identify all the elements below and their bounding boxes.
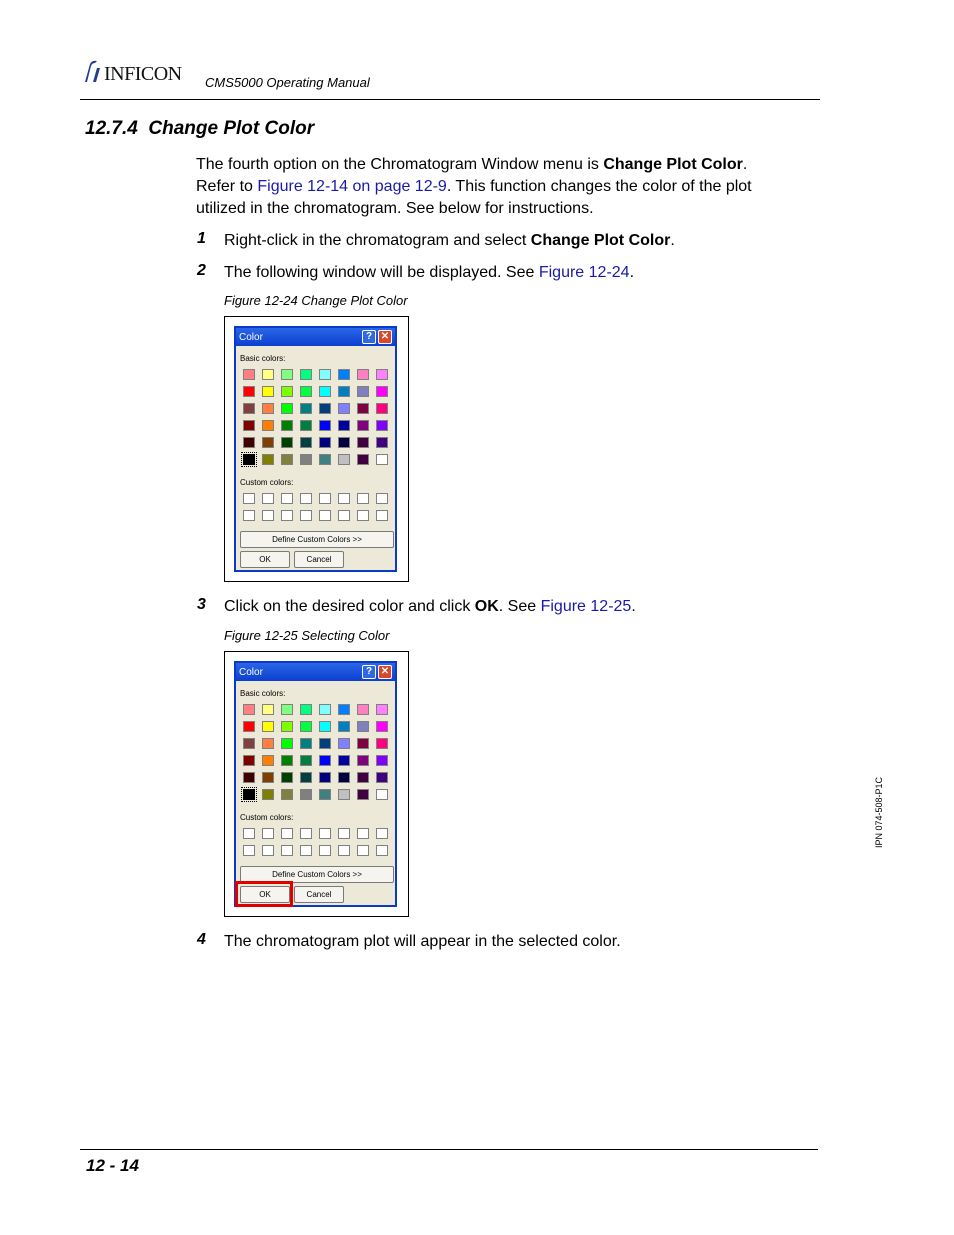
basic-color-swatch[interactable] — [357, 721, 369, 732]
manual-title: CMS5000 Operating Manual — [205, 75, 370, 90]
custom-swatch[interactable] — [319, 493, 331, 504]
basic-color-swatch[interactable] — [300, 772, 312, 783]
figure-caption: Figure 12-25 Selecting Color — [224, 628, 390, 643]
step-text-part: . — [631, 598, 636, 615]
basic-color-swatch[interactable] — [357, 738, 369, 749]
custom-swatch[interactable] — [357, 493, 369, 504]
basic-color-swatch[interactable] — [357, 437, 369, 448]
basic-color-swatch[interactable] — [319, 721, 331, 732]
basic-color-swatch[interactable] — [281, 738, 293, 749]
basic-color-swatch[interactable] — [243, 704, 255, 715]
step-number: 2 — [197, 262, 206, 279]
basic-color-swatch[interactable] — [338, 772, 350, 783]
define-custom-colors-button[interactable]: Define Custom Colors >> — [240, 531, 394, 548]
close-icon[interactable]: ✕ — [378, 665, 392, 679]
basic-color-swatch[interactable] — [319, 403, 331, 414]
basic-color-swatch[interactable] — [319, 454, 331, 465]
basic-color-swatch[interactable] — [376, 454, 388, 465]
basic-color-swatch[interactable] — [281, 789, 293, 800]
basic-color-swatch[interactable] — [319, 420, 331, 431]
basic-color-swatch[interactable] — [281, 420, 293, 431]
basic-color-swatch[interactable] — [338, 386, 350, 397]
step-text-part: . See — [498, 598, 541, 615]
basic-color-swatch[interactable] — [281, 437, 293, 448]
basic-color-swatch[interactable] — [300, 454, 312, 465]
basic-color-swatch[interactable] — [319, 369, 331, 380]
help-icon[interactable]: ? — [362, 330, 376, 344]
custom-swatch[interactable] — [300, 493, 312, 504]
custom-swatch[interactable] — [262, 493, 274, 504]
basic-color-swatch[interactable] — [300, 420, 312, 431]
intro-text: The fourth option on the Chromatogram Window menu is — [196, 156, 604, 173]
dialog-title: Color — [239, 331, 263, 343]
step-text-part: Right-click in the chromatogram and select — [224, 232, 531, 249]
basic-color-swatch[interactable] — [281, 454, 293, 465]
basic-color-swatch[interactable] — [243, 403, 255, 414]
custom-swatch[interactable] — [319, 845, 331, 856]
basic-color-swatch[interactable] — [300, 738, 312, 749]
custom-swatch[interactable] — [357, 828, 369, 839]
custom-colors-grid — [243, 493, 388, 521]
basic-color-swatch[interactable] — [243, 369, 255, 380]
basic-color-swatch[interactable] — [319, 755, 331, 766]
intro-text: utilized in the chromatogram. See below for instructions. — [196, 200, 594, 217]
step-text: The chromatogram plot will appear in the selected color. — [224, 933, 621, 950]
basic-color-swatch[interactable] — [300, 437, 312, 448]
cancel-button[interactable]: Cancel — [294, 551, 344, 568]
figure-box — [224, 316, 409, 582]
custom-swatch[interactable] — [338, 828, 350, 839]
custom-swatch[interactable] — [243, 828, 255, 839]
basic-color-swatch[interactable] — [262, 738, 274, 749]
basic-color-swatch[interactable] — [243, 721, 255, 732]
basic-color-swatch[interactable] — [338, 789, 350, 800]
basic-color-swatch[interactable] — [262, 420, 274, 431]
basic-color-swatch[interactable] — [357, 704, 369, 715]
basic-color-swatch[interactable] — [300, 403, 312, 414]
section-heading — [85, 118, 314, 140]
custom-swatch[interactable] — [376, 828, 388, 839]
basic-color-swatch[interactable] — [243, 755, 255, 766]
custom-swatch[interactable] — [262, 845, 274, 856]
custom-swatch[interactable] — [300, 845, 312, 856]
basic-color-swatch[interactable] — [357, 369, 369, 380]
basic-color-swatch[interactable] — [319, 437, 331, 448]
logo-text: INFICON — [104, 63, 182, 85]
custom-colors-label: Custom colors: — [240, 813, 294, 822]
section-number: 12.7.4 — [85, 118, 138, 139]
custom-swatch[interactable] — [376, 510, 388, 521]
custom-swatch[interactable] — [281, 828, 293, 839]
intro-paragraph — [196, 154, 816, 220]
dialog-title: Color — [239, 666, 263, 678]
basic-color-swatch[interactable] — [300, 789, 312, 800]
custom-swatch[interactable] — [319, 510, 331, 521]
inficon-logo — [82, 58, 182, 84]
figure-caption: Figure 12-24 Change Plot Color — [224, 293, 408, 308]
custom-swatch[interactable] — [300, 828, 312, 839]
basic-color-swatch[interactable] — [376, 738, 388, 749]
header-rule — [80, 99, 820, 100]
color-dialog — [234, 326, 397, 572]
basic-color-swatch[interactable] — [243, 454, 255, 465]
custom-swatch[interactable] — [338, 493, 350, 504]
basic-color-swatch[interactable] — [376, 420, 388, 431]
basic-color-swatch[interactable] — [376, 369, 388, 380]
custom-swatch[interactable] — [281, 510, 293, 521]
step-text-part: Click on the desired color and click — [224, 598, 475, 615]
step-text-part: . — [629, 264, 635, 281]
ipn-label: IPN 074-508-P1C — [874, 776, 884, 848]
basic-color-swatch[interactable] — [319, 386, 331, 397]
basic-color-swatch[interactable] — [281, 386, 293, 397]
basic-color-swatch[interactable] — [376, 386, 388, 397]
custom-colors-label: Custom colors: — [240, 478, 294, 487]
basic-color-swatch[interactable] — [262, 704, 274, 715]
basic-color-swatch[interactable] — [262, 386, 274, 397]
basic-color-swatch[interactable] — [300, 386, 312, 397]
basic-color-swatch[interactable] — [243, 386, 255, 397]
custom-swatch[interactable] — [357, 845, 369, 856]
basic-color-swatch[interactable] — [281, 755, 293, 766]
basic-color-swatch[interactable] — [243, 437, 255, 448]
basic-color-swatch[interactable] — [357, 386, 369, 397]
basic-color-swatch[interactable] — [357, 789, 369, 800]
basic-color-swatch[interactable] — [357, 772, 369, 783]
page-number: 12 - 14 — [86, 1156, 139, 1175]
custom-swatch[interactable] — [262, 510, 274, 521]
custom-swatch[interactable] — [281, 493, 293, 504]
custom-swatch[interactable] — [262, 828, 274, 839]
basic-color-swatch[interactable] — [376, 789, 388, 800]
basic-color-swatch[interactable] — [281, 403, 293, 414]
basic-color-swatch[interactable] — [319, 704, 331, 715]
basic-color-swatch[interactable] — [338, 704, 350, 715]
basic-color-swatch[interactable] — [376, 721, 388, 732]
custom-colors-grid — [243, 828, 388, 856]
custom-swatch[interactable] — [319, 828, 331, 839]
basic-color-swatch[interactable] — [319, 772, 331, 783]
figure-link[interactable]: Figure 12-24 — [538, 264, 630, 281]
dialog-titlebar[interactable] — [236, 328, 395, 346]
custom-swatch[interactable] — [281, 845, 293, 856]
basic-color-swatch[interactable] — [300, 755, 312, 766]
intro-text: Refer to — [196, 178, 258, 195]
basic-color-swatch[interactable] — [357, 403, 369, 414]
custom-swatch[interactable] — [338, 845, 350, 856]
intro-bold: Change Plot Color — [603, 156, 743, 173]
basic-color-swatch[interactable] — [319, 738, 331, 749]
basic-color-swatch[interactable] — [357, 454, 369, 465]
figure-link[interactable]: Figure 12-25 — [540, 598, 632, 615]
basic-color-swatch[interactable] — [338, 738, 350, 749]
basic-color-swatch[interactable] — [357, 420, 369, 431]
basic-color-swatch[interactable] — [243, 789, 255, 800]
basic-color-swatch[interactable] — [376, 403, 388, 414]
basic-color-swatch[interactable] — [262, 437, 274, 448]
step-number: 3 — [197, 596, 206, 613]
intro-text: . — [742, 156, 748, 173]
inficon-logo-icon — [82, 60, 102, 84]
basic-colors-label: Basic colors: — [240, 689, 286, 698]
step-text — [224, 596, 636, 618]
intro-text: . This function changes the color of the plot — [446, 178, 752, 195]
step-number: 4 — [197, 931, 206, 948]
define-custom-colors-button[interactable]: Define Custom Colors >> — [240, 866, 394, 883]
basic-color-swatch[interactable] — [319, 789, 331, 800]
custom-swatch[interactable] — [243, 493, 255, 504]
figure-link[interactable]: Figure 12-14 on page 12-9 — [257, 178, 447, 195]
step-bold: Change Plot Color — [530, 232, 671, 249]
ok-highlight-box — [235, 881, 293, 907]
basic-color-swatch[interactable] — [300, 369, 312, 380]
basic-color-swatch[interactable] — [338, 437, 350, 448]
figure-box — [224, 651, 409, 917]
footer-rule — [80, 1149, 818, 1150]
basic-color-swatch[interactable] — [262, 369, 274, 380]
basic-color-swatch[interactable] — [262, 721, 274, 732]
step-bold: OK — [474, 598, 499, 615]
basic-color-swatch[interactable] — [338, 454, 350, 465]
basic-color-swatch[interactable] — [300, 704, 312, 715]
basic-color-swatch[interactable] — [338, 755, 350, 766]
basic-color-swatch[interactable] — [281, 772, 293, 783]
basic-color-swatch[interactable] — [338, 420, 350, 431]
basic-color-swatch[interactable] — [338, 403, 350, 414]
basic-color-swatch[interactable] — [376, 704, 388, 715]
basic-color-swatch[interactable] — [262, 789, 274, 800]
step-text — [224, 262, 634, 284]
basic-color-swatch[interactable] — [376, 755, 388, 766]
ok-button[interactable]: OK — [240, 551, 290, 568]
basic-color-swatch[interactable] — [262, 403, 274, 414]
basic-color-swatch[interactable] — [281, 369, 293, 380]
step-text-part: The following window will be displayed. See — [224, 264, 539, 281]
basic-color-swatch[interactable] — [376, 437, 388, 448]
dialog-titlebar[interactable] — [236, 663, 395, 681]
close-icon[interactable]: ✕ — [378, 330, 392, 344]
custom-swatch[interactable] — [376, 845, 388, 856]
basic-color-swatch[interactable] — [338, 369, 350, 380]
basic-colors-label: Basic colors: — [240, 354, 286, 363]
basic-color-swatch[interactable] — [243, 772, 255, 783]
custom-swatch[interactable] — [357, 510, 369, 521]
ok-button[interactable]: OK — [240, 886, 290, 903]
step-text — [224, 230, 675, 252]
custom-swatch[interactable] — [243, 845, 255, 856]
basic-color-swatch[interactable] — [357, 755, 369, 766]
basic-color-swatch[interactable] — [300, 721, 312, 732]
step-text-part: . — [670, 232, 675, 249]
basic-color-swatch[interactable] — [262, 772, 274, 783]
step-number: 1 — [197, 230, 206, 247]
basic-color-swatch[interactable] — [376, 772, 388, 783]
basic-color-swatch[interactable] — [281, 704, 293, 715]
basic-color-swatch[interactable] — [281, 721, 293, 732]
basic-color-swatch[interactable] — [338, 721, 350, 732]
custom-swatch[interactable] — [243, 510, 255, 521]
custom-swatch[interactable] — [300, 510, 312, 521]
basic-colors-grid — [243, 704, 388, 800]
cancel-button[interactable]: Cancel — [294, 886, 344, 903]
basic-color-swatch[interactable] — [243, 738, 255, 749]
basic-color-swatch[interactable] — [243, 420, 255, 431]
color-dialog — [234, 661, 397, 907]
custom-swatch[interactable] — [338, 510, 350, 521]
custom-swatch[interactable] — [376, 493, 388, 504]
basic-colors-grid — [243, 369, 388, 465]
help-icon[interactable]: ? — [362, 665, 376, 679]
basic-color-swatch[interactable] — [262, 755, 274, 766]
basic-color-swatch[interactable] — [262, 454, 274, 465]
section-title: Change Plot Color — [148, 118, 315, 139]
